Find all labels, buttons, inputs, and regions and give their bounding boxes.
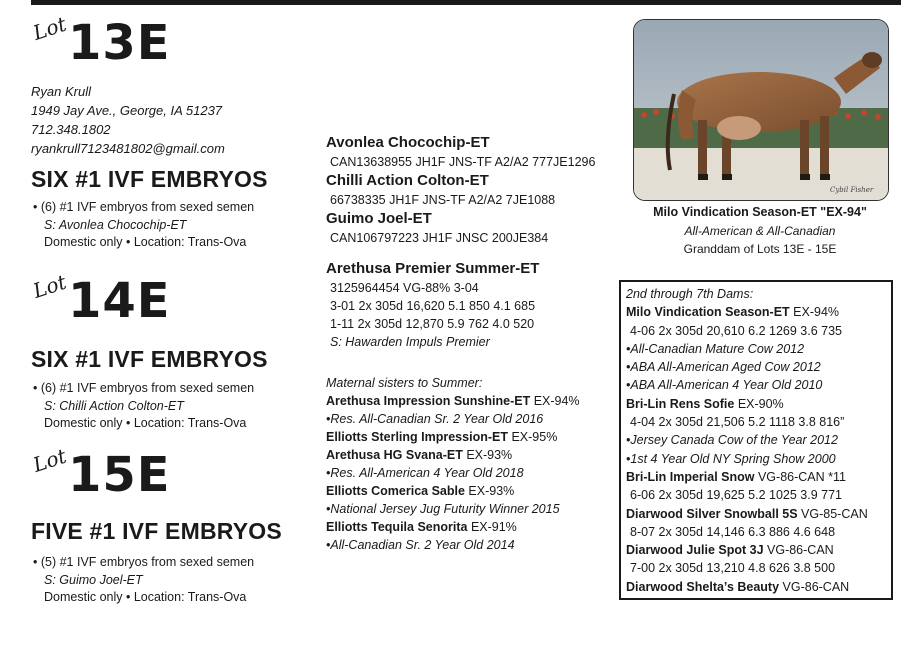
lot-number: 15E [68,447,171,503]
maternal-sisters [326,374,580,554]
dam-entry-name: Bri-Lin Rens Sofie [626,396,735,411]
sister-name: Elliotts Sterling Impression-ET [326,430,508,444]
consignor-phone: 712.348.1802 [31,122,111,137]
dam-record: 3-01 2x 305d 16,620 5.1 850 4.1 685 [330,299,536,313]
lot-location: Domestic only • Location: Trans-Ova [44,590,247,604]
sister-name: Elliotts Tequila Senorita [326,520,468,534]
sister-score: EX-93% [464,484,515,498]
sister-name: Elliotts Comerica Sable [326,484,465,498]
sister-note: •National Jersey Jug Futurity Winner 2015 [326,502,560,516]
dam-honor: •All-Canadian Mature Cow 2012 [626,341,805,356]
consignor-name: Ryan Krull [31,84,91,99]
consignor-contact [31,82,225,158]
lot-heading: FIVE #1 IVF EMBRYOS [31,518,282,544]
dam-entry-name: Diarwood Julie Spot 3J [626,543,764,558]
lot-description [33,554,254,607]
dam-entry-score: VG-86-CAN [779,579,850,594]
lot-description [33,199,254,252]
lot-description [33,380,254,433]
dam-entry [626,578,887,596]
dam-record: 4-04 2x 305d 21,506 5.2 1118 3.8 816” [630,415,845,430]
sister-score: EX-93% [462,448,513,462]
lot-heading: SIX #1 IVF EMBRYOS [31,346,268,372]
dam-entry-score: VG-86-CAN [763,543,834,558]
lot-bullet: • (6) #1 IVF embryos from sexed semen [33,200,255,214]
maternal-sister [326,482,580,500]
sire-name: Avonlea Chocochip-ET [326,134,490,151]
dam-entry [626,468,887,486]
maternal-list [326,392,580,554]
photographer-signature: Cybil Fisher [830,186,874,194]
sister-note: •Res. All-American 4 Year Old 2018 [326,466,524,480]
dam-entry-name: Diarwood Silver Snowball 5S [626,506,798,521]
dams-list [626,303,887,596]
dam-entry-name: Bri-Lin Imperial Snow [626,469,755,484]
dam-reg: 3125964454 VG-88% 3-04 [330,281,479,295]
maternal-title: Maternal sisters to Summer: [326,376,483,390]
lot-location: Domestic only • Location: Trans-Ova [44,416,247,430]
lot-script: Lot [30,443,70,477]
maternal-sister [326,392,580,410]
lot-number: 13E [68,15,171,71]
dam-record: 8-07 2x 305d 14,146 6.3 886 4.6 648 [630,524,836,539]
photo-caption-name: Milo Vindication Season-ET "EX-94" [653,205,867,219]
cow-photo [633,19,889,201]
dam-entry [626,541,887,559]
dam-entry [626,505,887,523]
sister-score: EX-95% [507,430,558,444]
cow-image [634,20,888,200]
dam-entry-name: Diarwood Shelta’s Beauty [626,579,780,594]
sire-info: 66738335 JH1F JNS-TF A2/A2 7JE1088 [330,193,556,207]
dam-honor: •ABA All-American 4 Year Old 2010 [626,378,823,393]
consignor-address: 1949 Jay Ave., George, IA 51237 [31,103,223,118]
dam-sire: S: Hawarden Impuls Premier [330,335,490,349]
sire-info: CAN106797223 JH1F JNSC 200JE384 [330,231,549,245]
dam-honor: •Jersey Canada Cow of the Year 2012 [626,433,838,448]
dam-record: 6-06 2x 305d 19,625 5.2 1025 3.9 771 [630,488,842,503]
sister-note: •All-Canadian Sr. 2 Year Old 2014 [326,538,515,552]
lot-location: Domestic only • Location: Trans-Ova [44,235,247,249]
maternal-sister [326,518,580,536]
dam-entry-score: VG-85-CAN [797,506,868,521]
dam-record: 4-06 2x 305d 20,610 6.2 1269 3.6 735 [630,323,842,338]
lot-script: Lot [30,269,70,303]
sister-name: Arethusa HG Svana-ET [326,448,463,462]
maternal-sister [326,428,580,446]
dam-entry [626,303,887,321]
top-rule [31,0,901,5]
sister-score: EX-91% [467,520,517,534]
lot-bullet: • (5) #1 IVF embryos from sexed semen [33,555,255,569]
lot-number: 14E [68,273,171,329]
sister-note: •Res. All-Canadian Sr. 2 Year Old 2016 [326,412,544,426]
lot-sire: S: Chilli Action Colton-ET [44,398,184,413]
dam-honor: •ABA All-American Aged Cow 2012 [626,360,821,375]
sire-list [326,133,595,247]
dam-entry-name: Milo Vindication Season-ET [626,305,790,320]
lot-script: Lot [30,11,70,45]
dam-entry-score: EX-90% [734,396,784,411]
dam-record: 7-00 2x 305d 13,210 4.8 626 3.8 500 [630,561,836,576]
lot-heading: SIX #1 IVF EMBRYOS [31,166,268,192]
dam-entry-score: VG-86-CAN *11 [754,469,846,484]
dam-name: Arethusa Premier Summer-ET [326,260,540,277]
lot-bullet: • (6) #1 IVF embryos from sexed semen [33,381,255,395]
dam-block [326,259,539,351]
photo-caption-honors: All-American & All-Canadian [684,224,836,238]
maternal-sister [326,446,580,464]
dam-entry-score: EX-94% [789,305,840,320]
photo-caption-relation: Granddam of Lots 13E - 15E [683,242,837,256]
sister-name: Arethusa Impression Sunshine-ET [326,394,531,408]
dams-title: 2nd through 7th Dams: [626,287,754,301]
dam-record: 1-11 2x 305d 12,870 5.9 762 4.0 520 [330,317,535,331]
dams-box [619,280,893,600]
sire-name: Guimo Joel-ET [326,210,432,227]
lot-sire: S: Guimo Joel-ET [44,572,143,587]
sire-name: Chilli Action Colton-ET [326,172,489,189]
lot-sire: S: Avonlea Chocochip-ET [44,217,187,232]
consignor-email[interactable]: ryankrull7123481802@gmail.com [31,141,225,156]
sire-info: CAN13638955 JH1F JNS-TF A2/A2 777JE1296 [330,155,596,169]
sister-score: EX-94% [530,394,580,408]
dam-honor: •1st 4 Year Old NY Spring Show 2000 [626,451,836,466]
dam-entry [626,395,887,413]
